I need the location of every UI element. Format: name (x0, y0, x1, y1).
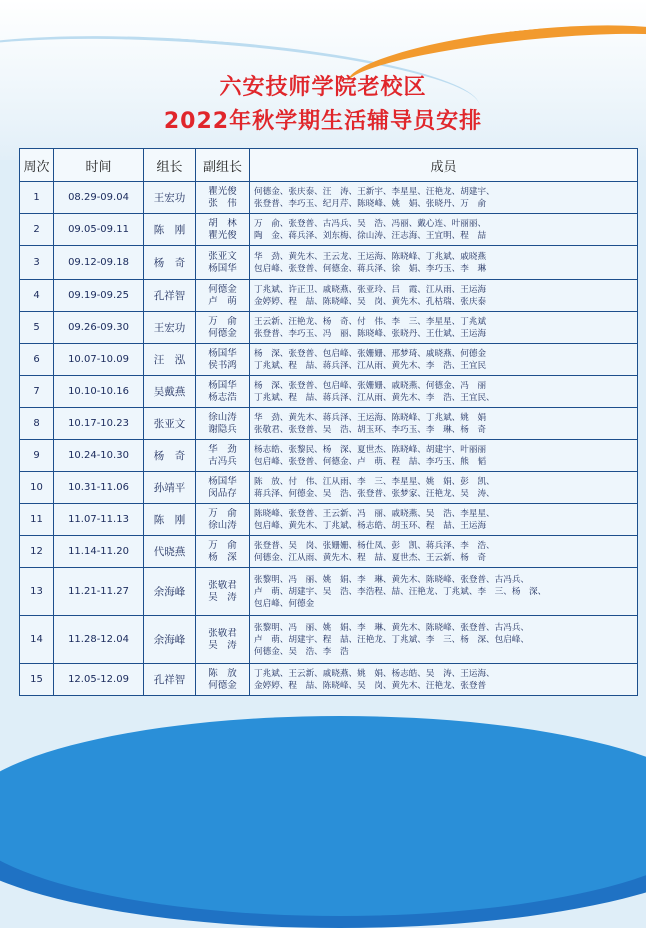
members-line: 华 劲、黄先木、王云龙、王运海、陈晓峰、丁兆斌、戚晓燕 (254, 251, 487, 262)
decorative-wave-light (0, 716, 646, 916)
cell-members (250, 536, 638, 568)
table-row (20, 408, 638, 440)
deputy-name: 瞿光俊 (208, 229, 237, 241)
header-deputy: 副组长 (196, 149, 250, 182)
members-line: 张登普、李巧玉、纪月芹、陈晓峰、姚 娟、张晓丹、万 俞 (254, 198, 487, 209)
members-line: 蒋兵泽、何德金、吴 浩、张登普、张梦家、汪艳龙、吴 涛、 (254, 488, 495, 499)
cell-time: 10.07-10.09 (54, 344, 144, 376)
deputy-name: 吴 涛 (208, 591, 237, 603)
table-body (20, 182, 638, 696)
cell-time: 10.17-10.23 (54, 408, 144, 440)
cell-week: 10 (20, 472, 54, 504)
cell-deputy (196, 344, 250, 376)
cell-members (250, 504, 638, 536)
cell-week: 15 (20, 664, 54, 696)
members-line: 包启峰、张登普、何德金、卢 萌、程 喆、李巧玉、熊 韬 (254, 456, 487, 467)
members-line: 张登普、李巧玉、冯 丽、陈晓峰、张晓丹、王仕斌、王运海 (254, 328, 487, 339)
members-line: 丁兆斌、程 喆、蒋兵泽、江从雨、黄先木、李 浩、王宜民 (254, 360, 487, 371)
deputy-name: 华 劲 (208, 443, 237, 455)
cell-time: 09.05-09.11 (54, 214, 144, 246)
cell-week: 11 (20, 504, 54, 536)
members-line: 万 俞、张登普、古冯兵、吴 浩、冯丽、戴心连、叶丽丽、 (254, 218, 487, 229)
members-line: 张敬君、张登普、吴 浩、胡玉环、李巧玉、李 琳、杨 奇 (254, 424, 487, 435)
cell-leader: 孔祥智 (144, 664, 196, 696)
cell-members (250, 408, 638, 440)
members-line: 丁兆斌、程 喆、蒋兵泽、江从雨、黄先木、李 浩、王宜民、 (254, 392, 495, 403)
members-line: 王云新、汪艳龙、杨 奇、付 伟、李 三、李星星、丁兆斌 (254, 316, 487, 327)
cell-members (250, 246, 638, 280)
schedule-table-container (19, 148, 637, 696)
cell-members (250, 344, 638, 376)
schedule-table (19, 148, 638, 696)
members-line: 何德金、张庆泰、汪 涛、王新宇、李星星、汪艳龙、胡建宇、 (254, 186, 495, 197)
table-row (20, 616, 638, 664)
deputy-name: 杨志浩 (208, 391, 237, 403)
members-line: 丁兆斌、王云新、戚晓燕、姚 娟、杨志皓、吴 涛、王运海、 (254, 668, 495, 679)
deputy-name: 张敬君 (208, 627, 237, 639)
deputy-name: 瞿光俊 (208, 185, 237, 197)
cell-time: 09.19-09.25 (54, 280, 144, 312)
cell-week: 8 (20, 408, 54, 440)
deputy-name: 古冯兵 (208, 455, 237, 467)
table-row (20, 504, 638, 536)
header-week: 周次 (20, 149, 54, 182)
cell-members (250, 214, 638, 246)
members-line: 杨 深、张登普、包启峰、张姗姗、戚晓燕、何德金、冯 丽 (254, 380, 487, 391)
cell-week: 14 (20, 616, 54, 664)
deputy-name: 张敬君 (208, 579, 237, 591)
cell-week: 3 (20, 246, 54, 280)
cell-week: 5 (20, 312, 54, 344)
cell-members (250, 664, 638, 696)
deputy-name: 张亚文 (208, 250, 237, 262)
cell-week: 9 (20, 440, 54, 472)
cell-leader: 吴戴燕 (144, 376, 196, 408)
cell-deputy (196, 504, 250, 536)
members-line: 华 劲、黄先木、蒋兵泽、王运海、陈晓峰、丁兆斌、姚 娟 (254, 412, 487, 423)
cell-week: 6 (20, 344, 54, 376)
table-row (20, 312, 638, 344)
cell-time: 08.29-09.04 (54, 182, 144, 214)
deputy-name: 徐山涛 (208, 411, 237, 423)
deputy-name: 万 俞 (208, 315, 237, 327)
deputy-name: 闵品存 (208, 487, 237, 499)
title-school: 六安技师学院老校区 (219, 75, 427, 100)
members-line: 杨 深、张登普、包启峰、张姗姗、邢梦琦、戚晓燕、何德金 (254, 348, 487, 359)
cell-members (250, 472, 638, 504)
table-row (20, 344, 638, 376)
cell-leader: 杨 奇 (144, 440, 196, 472)
deputy-name: 胡 林 (208, 217, 237, 229)
deputy-name: 张 伟 (208, 197, 237, 209)
cell-week: 12 (20, 536, 54, 568)
members-line: 包启峰、黄先木、丁兆斌、杨志皓、胡玉环、程 喆、王运海 (254, 520, 487, 531)
header-time: 时间 (54, 149, 144, 182)
cell-week: 2 (20, 214, 54, 246)
cell-leader: 王宏功 (144, 312, 196, 344)
cell-leader: 陈 刚 (144, 214, 196, 246)
cell-leader: 余海峰 (144, 616, 196, 664)
cell-leader: 孔祥智 (144, 280, 196, 312)
members-line: 卢 萌、胡建宇、吴 浩、李浩程、喆、汪艳龙、丁兆斌、李 三、杨 深、 (254, 586, 547, 597)
cell-time: 10.24-10.30 (54, 440, 144, 472)
cell-deputy (196, 536, 250, 568)
members-line: 杨志皓、张黎民、杨 深、夏世杰、陈晓峰、胡建宇、叶丽丽 (254, 444, 487, 455)
members-line: 包启峰、张登普、何德金、蒋兵泽、徐 娟、李巧玉、李 琳 (254, 263, 487, 274)
cell-time: 12.05-12.09 (54, 664, 144, 696)
cell-members (250, 280, 638, 312)
members-line: 陶 金、蒋兵泽、刘东梅、徐山涛、汪志海、王宜明、程 喆 (254, 230, 487, 241)
cell-time: 11.14-11.20 (54, 536, 144, 568)
members-line: 张黎明、冯 丽、姚 娟、李 琳、黄先木、陈晓峰、张登普、古冯兵、 (254, 622, 530, 633)
deputy-name: 卢 萌 (208, 295, 237, 307)
table-row (20, 246, 638, 280)
cell-deputy (196, 408, 250, 440)
table-row (20, 440, 638, 472)
cell-deputy (196, 312, 250, 344)
cell-leader: 陈 刚 (144, 504, 196, 536)
cell-leader: 代晓燕 (144, 536, 196, 568)
cell-leader: 王宏功 (144, 182, 196, 214)
cell-time: 10.10-10.16 (54, 376, 144, 408)
members-line: 何德金、吴 浩、李 浩 (254, 646, 349, 657)
title-schedule: 2022年秋学期生活辅导员安排 (163, 109, 483, 134)
cell-deputy (196, 440, 250, 472)
cell-leader: 杨 奇 (144, 246, 196, 280)
deputy-name: 侯书鸿 (208, 359, 237, 371)
members-line: 金婷婷、程 喆、陈晓峰、吴 岗、黄先木、孔枯瑞、张庆泰 (254, 296, 487, 307)
deputy-name: 万 俞 (208, 539, 237, 551)
table-header-row (20, 149, 638, 182)
table-row (20, 182, 638, 214)
members-line: 何德金、江从雨、黄先木、程 喆、夏世杰、王云新、杨 奇 (254, 552, 487, 563)
cell-time: 11.28-12.04 (54, 616, 144, 664)
deputy-name: 杨国华 (208, 347, 237, 359)
cell-members (250, 376, 638, 408)
cell-deputy (196, 472, 250, 504)
cell-time: 11.07-11.13 (54, 504, 144, 536)
members-line: 丁兆斌、许正卫、戚晓燕、张亚玲、吕 霞、江从雨、王运海 (254, 284, 487, 295)
deputy-name: 陈 放 (208, 667, 237, 679)
cell-members (250, 182, 638, 214)
cell-week: 13 (20, 568, 54, 616)
deputy-name: 何德金 (208, 679, 237, 691)
cell-deputy (196, 214, 250, 246)
cell-leader: 张亚文 (144, 408, 196, 440)
table-row (20, 536, 638, 568)
header-members: 成员 (250, 149, 638, 182)
table-row (20, 472, 638, 504)
members-line: 张登普、吴 岗、张姗姗、杨仕凤、彭 凯、蒋兵泽、李 浩、 (254, 540, 495, 551)
cell-members (250, 440, 638, 472)
table-row (20, 664, 638, 696)
members-line: 张黎明、冯 丽、姚 娟、李 琳、黄先木、陈晓峰、张登普、古冯兵、 (254, 574, 530, 585)
cell-deputy (196, 376, 250, 408)
table-row (20, 376, 638, 408)
members-line: 陈晓峰、张登普、王云新、冯 丽、戚晓燕、吴 浩、李星星、 (254, 508, 495, 519)
cell-leader: 汪 泓 (144, 344, 196, 376)
deputy-name: 万 俞 (208, 507, 237, 519)
cell-deputy (196, 182, 250, 214)
cell-leader: 孙靖平 (144, 472, 196, 504)
cell-members (250, 568, 638, 616)
deputy-name: 杨国华 (208, 475, 237, 487)
cell-deputy (196, 568, 250, 616)
cell-members (250, 312, 638, 344)
cell-deputy (196, 616, 250, 664)
cell-members (250, 616, 638, 664)
cell-time: 09.26-09.30 (54, 312, 144, 344)
deputy-name: 何德金 (208, 283, 237, 295)
cell-week: 4 (20, 280, 54, 312)
deputy-name: 杨国华 (208, 379, 237, 391)
cell-time: 11.21-11.27 (54, 568, 144, 616)
deputy-name: 杨 深 (208, 551, 237, 563)
deputy-name: 何德金 (208, 327, 237, 339)
header-leader: 组长 (144, 149, 196, 182)
deputy-name: 杨国华 (208, 262, 237, 274)
deputy-name: 徐山涛 (208, 519, 237, 531)
members-line: 陈 放、付 伟、江从雨、李 三、李星星、姚 娟、彭 凯、 (254, 476, 495, 487)
members-line: 包启峰、何德金 (254, 598, 315, 609)
cell-deputy (196, 246, 250, 280)
cell-leader: 余海峰 (144, 568, 196, 616)
table-row (20, 280, 638, 312)
cell-time: 10.31-11.06 (54, 472, 144, 504)
cell-deputy (196, 280, 250, 312)
members-line: 卢 萌、胡建宇、程 喆、汪艳龙、丁兆斌、李 三、杨 深、包启峰、 (254, 634, 530, 645)
members-line: 金婷婷、程 喆、陈晓峰、吴 岗、黄先木、汪艳龙、张登普 (254, 680, 487, 691)
cell-deputy (196, 664, 250, 696)
table-row (20, 568, 638, 616)
table-row (20, 214, 638, 246)
deputy-name: 谢隐兵 (208, 423, 237, 435)
cell-week: 1 (20, 182, 54, 214)
cell-time: 09.12-09.18 (54, 246, 144, 280)
cell-week: 7 (20, 376, 54, 408)
deputy-name: 吴 涛 (208, 639, 237, 651)
